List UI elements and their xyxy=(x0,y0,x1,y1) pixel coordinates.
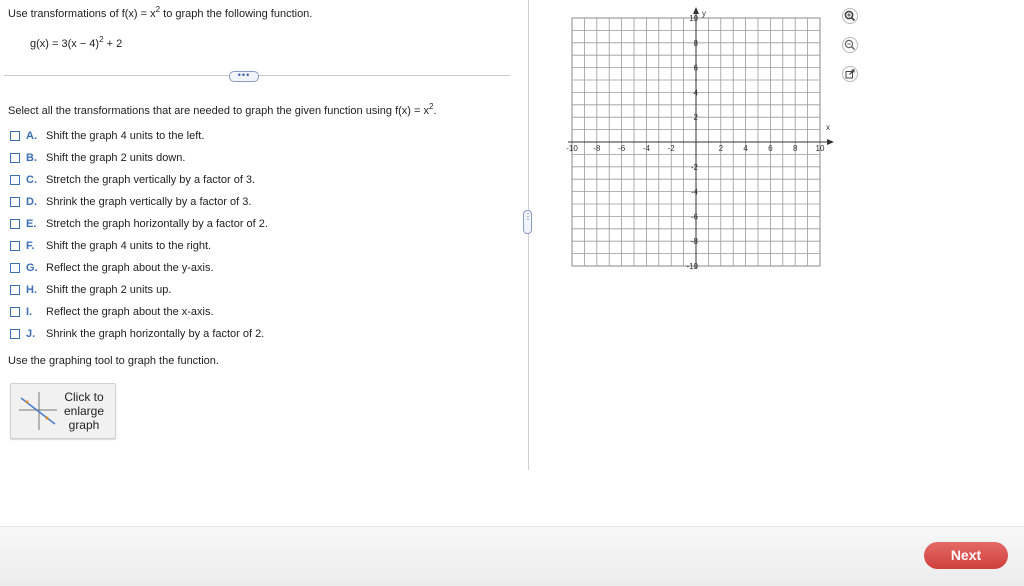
option-c[interactable] xyxy=(8,169,268,191)
option-e[interactable] xyxy=(8,213,268,235)
option-text[interactable]: Shrink the graph vertically by a factor of 3. xyxy=(46,196,252,208)
y-tick-label: -2 xyxy=(690,162,698,172)
option-text[interactable]: Stretch the graph horizontally by a factor of 2. xyxy=(46,218,268,230)
option-letter: I. xyxy=(26,306,33,318)
resize-handle[interactable]: ⋮ xyxy=(523,210,532,234)
x-tick-label: 8 xyxy=(792,144,798,153)
y-tick-label: 2 xyxy=(693,113,698,123)
y-tick-label: -4 xyxy=(690,187,698,197)
x-tick-label: -10 xyxy=(566,144,578,153)
question-suffix: to graph the following function. xyxy=(160,8,313,20)
option-letter: J. xyxy=(26,328,36,340)
graph-thumbnail-icon xyxy=(17,390,59,432)
y-tick-label: 8 xyxy=(693,38,698,48)
x-tick-label: -2 xyxy=(667,144,675,153)
checkbox[interactable] xyxy=(10,197,20,207)
option-letter: G. xyxy=(26,262,38,274)
option-text[interactable]: Shift the graph 2 units up. xyxy=(46,284,172,296)
graph-instruction: Use the graphing tool to graph the function. xyxy=(8,355,219,367)
y-tick-label: -8 xyxy=(690,237,698,247)
option-g[interactable] xyxy=(8,257,268,279)
option-f[interactable] xyxy=(8,235,268,257)
option-letter: D. xyxy=(26,196,37,208)
expand-more-button[interactable]: ••• xyxy=(229,71,259,82)
x-tick-label: -4 xyxy=(642,144,650,153)
checkbox[interactable] xyxy=(10,153,20,163)
y-tick-label: -6 xyxy=(690,212,698,222)
option-letter: B. xyxy=(26,152,37,164)
checkbox[interactable] xyxy=(10,263,20,273)
option-text[interactable]: Shrink the graph horizontally by a factor of 2. xyxy=(46,328,265,340)
option-text[interactable]: Shift the graph 4 units to the right. xyxy=(46,240,212,252)
checkbox[interactable] xyxy=(10,329,20,339)
open-external-icon[interactable] xyxy=(842,66,858,82)
x-axis-label: x xyxy=(826,123,830,132)
zoom-in-icon[interactable] xyxy=(842,8,858,24)
y-tick-label: -10 xyxy=(686,262,698,271)
coordinate-graph[interactable] xyxy=(560,5,835,275)
checkbox[interactable] xyxy=(10,285,20,295)
question-exponent: 2 xyxy=(155,5,161,14)
enlarge-label xyxy=(59,390,109,432)
next-button[interactable]: Next xyxy=(924,542,1008,569)
enlarge-line-3: graph xyxy=(68,418,100,432)
footer-bar xyxy=(0,526,1024,586)
checkbox[interactable] xyxy=(10,219,20,229)
y-tick-label: 10 xyxy=(689,14,698,23)
option-text[interactable]: Reflect the graph about the y-axis. xyxy=(46,262,214,274)
select-prompt-exponent: 2 xyxy=(429,102,434,111)
select-prompt-text: Select all the transformations that are needed to graph the given function using f(x) = x xyxy=(8,105,429,117)
option-letter: F. xyxy=(26,240,35,252)
option-text[interactable]: Reflect the graph about the x-axis. xyxy=(46,306,214,318)
option-letter: A. xyxy=(26,130,37,142)
option-letter: C. xyxy=(26,174,37,186)
zoom-out-icon[interactable] xyxy=(842,37,858,53)
options-list xyxy=(8,125,268,345)
checkbox[interactable] xyxy=(10,307,20,317)
option-a[interactable] xyxy=(8,125,268,147)
x-tick-label: 10 xyxy=(815,144,825,153)
function-expression xyxy=(30,35,123,50)
y-axis-label: y xyxy=(702,9,706,18)
y-tick-label: 6 xyxy=(693,63,698,73)
option-h[interactable] xyxy=(8,279,268,301)
x-axis-arrow xyxy=(827,139,834,145)
option-letter: E. xyxy=(26,218,37,230)
select-prompt xyxy=(8,102,437,117)
option-i[interactable] xyxy=(8,301,268,323)
enlarge-line-1: Click to xyxy=(64,390,104,404)
x-tick-label: -8 xyxy=(593,144,601,153)
function-main: g(x) = 3(x − 4) xyxy=(30,38,100,50)
function-exponent: 2 xyxy=(99,35,104,44)
panel-divider xyxy=(528,0,529,470)
function-tail: + 2 xyxy=(103,38,123,50)
question-text xyxy=(8,5,313,20)
x-tick-label: 2 xyxy=(718,144,724,153)
checkbox[interactable] xyxy=(10,175,20,185)
enlarge-line-2: enlarge xyxy=(63,404,105,418)
question-prefix: Use transformations of f(x) = x xyxy=(8,8,156,20)
option-text[interactable]: Shift the graph 2 units down. xyxy=(46,152,186,164)
option-text[interactable]: Shift the graph 4 units to the left. xyxy=(46,130,205,142)
y-axis-arrow xyxy=(693,7,699,14)
x-tick-label: 6 xyxy=(768,144,773,153)
option-j[interactable] xyxy=(8,323,268,345)
option-text[interactable]: Stretch the graph vertically by a factor of 3. xyxy=(46,174,256,186)
x-tick-label: -6 xyxy=(618,144,626,153)
option-d[interactable] xyxy=(8,191,268,213)
checkbox[interactable] xyxy=(10,241,20,251)
y-tick-label: 4 xyxy=(693,88,698,98)
checkbox[interactable] xyxy=(10,131,20,141)
option-letter: H. xyxy=(26,284,37,296)
enlarge-graph-button[interactable] xyxy=(10,383,116,439)
option-b[interactable] xyxy=(8,147,268,169)
select-prompt-end: . xyxy=(433,105,437,117)
x-tick-label: 4 xyxy=(743,144,748,153)
